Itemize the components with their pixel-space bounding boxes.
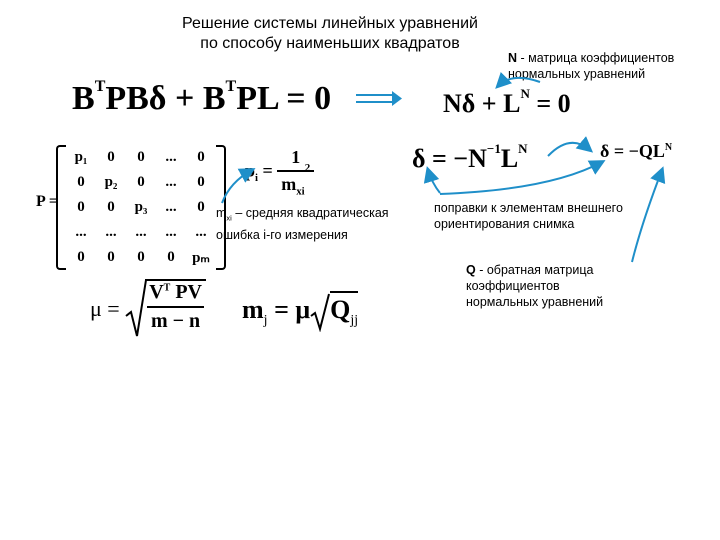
matrix-cell: 0: [137, 149, 145, 165]
matrix-cell: ...: [135, 224, 147, 240]
matrix-cell: 0: [107, 199, 115, 215]
matrix-cell: 0: [77, 199, 85, 215]
matrix-cell: ...: [165, 199, 177, 215]
matrix-cell: 0: [77, 174, 85, 190]
matrix-cell: 0: [197, 149, 205, 165]
main-equation: $B^TPB\delta + B^TPL = 0$: [72, 78, 332, 117]
matrix-cell: ...: [75, 224, 87, 240]
solution-q-equation: $\delta = -QL^N$: [600, 141, 673, 161]
arrow-solution-q: [548, 143, 590, 156]
matrix-cell: ...: [105, 224, 117, 240]
matrix-cell: ...: [195, 224, 207, 240]
mu-formula: μ = $\frac{V^T PV}{m - n}$: [90, 278, 206, 340]
q-note-text-3: нормальных уравнений: [466, 295, 604, 309]
weight-formula: $p_i$ = $\frac{1}{m_{xi}^2}$: [245, 147, 314, 198]
matrix-cell: 0: [167, 249, 175, 265]
mxi-note-text-2: ошибка i-го измерения: [216, 227, 348, 242]
corrections-line-1: поправки к элементам внешнего: [434, 201, 623, 215]
matrix-cell: p₁: [74, 149, 88, 165]
mxi-note-sub: xi: [226, 213, 232, 223]
matrix-cell: 0: [77, 249, 85, 265]
matrix-cell: 0: [107, 149, 115, 165]
mj-formula: $m_j = \mu$ $Q_{jj}$: [242, 292, 358, 332]
matrix-cell: 0: [137, 249, 145, 265]
q-note-key: Q: [466, 263, 476, 277]
matrix-cell: pₘ: [192, 250, 210, 266]
arrow-mxi-note: [222, 170, 252, 203]
matrix-cell: p₃: [134, 199, 148, 215]
matrix-cell: p₂: [104, 174, 118, 190]
arrow-corrections-left: [428, 170, 440, 193]
n-note-text: - матрица коэффициентов: [517, 51, 675, 65]
n-note-key: N: [508, 51, 518, 65]
title-line-1: Решение системы линейных уравнений: [182, 15, 478, 32]
matrix-cell: ...: [165, 149, 177, 165]
n-note-text-2: нормальных уравнений: [508, 67, 646, 81]
matrix-p-label: P =: [36, 193, 59, 210]
normal-equation: $N\delta + L^N = 0$: [443, 86, 571, 118]
arrow-q-note: [632, 170, 662, 262]
title-line-2: по способу наименьших квадратов: [200, 35, 460, 52]
arrow-corrections-right: [440, 162, 602, 194]
mxi-note: $m_{xi}$ – средняя квадратическая ошибка i-го измерения: [216, 206, 389, 242]
corrections-line-2: ориентирования снимка: [434, 217, 575, 231]
arrow-n-note: [498, 78, 540, 86]
mxi-note-text: – средняя квадратическая: [231, 206, 389, 220]
matrix-cell: 0: [137, 174, 145, 190]
matrix-cell: ...: [165, 174, 177, 190]
q-note-text: - обратная матрица: [475, 263, 594, 277]
solution-equation: $\delta = -N^{-1}L^N$: [412, 141, 528, 173]
matrix-cell: 0: [107, 249, 115, 265]
matrix-cell: 0: [197, 174, 205, 190]
matrix-cell: ...: [165, 224, 177, 240]
q-note-text-2: коэффициентов: [466, 279, 560, 293]
matrix-cell: 0: [197, 199, 205, 215]
